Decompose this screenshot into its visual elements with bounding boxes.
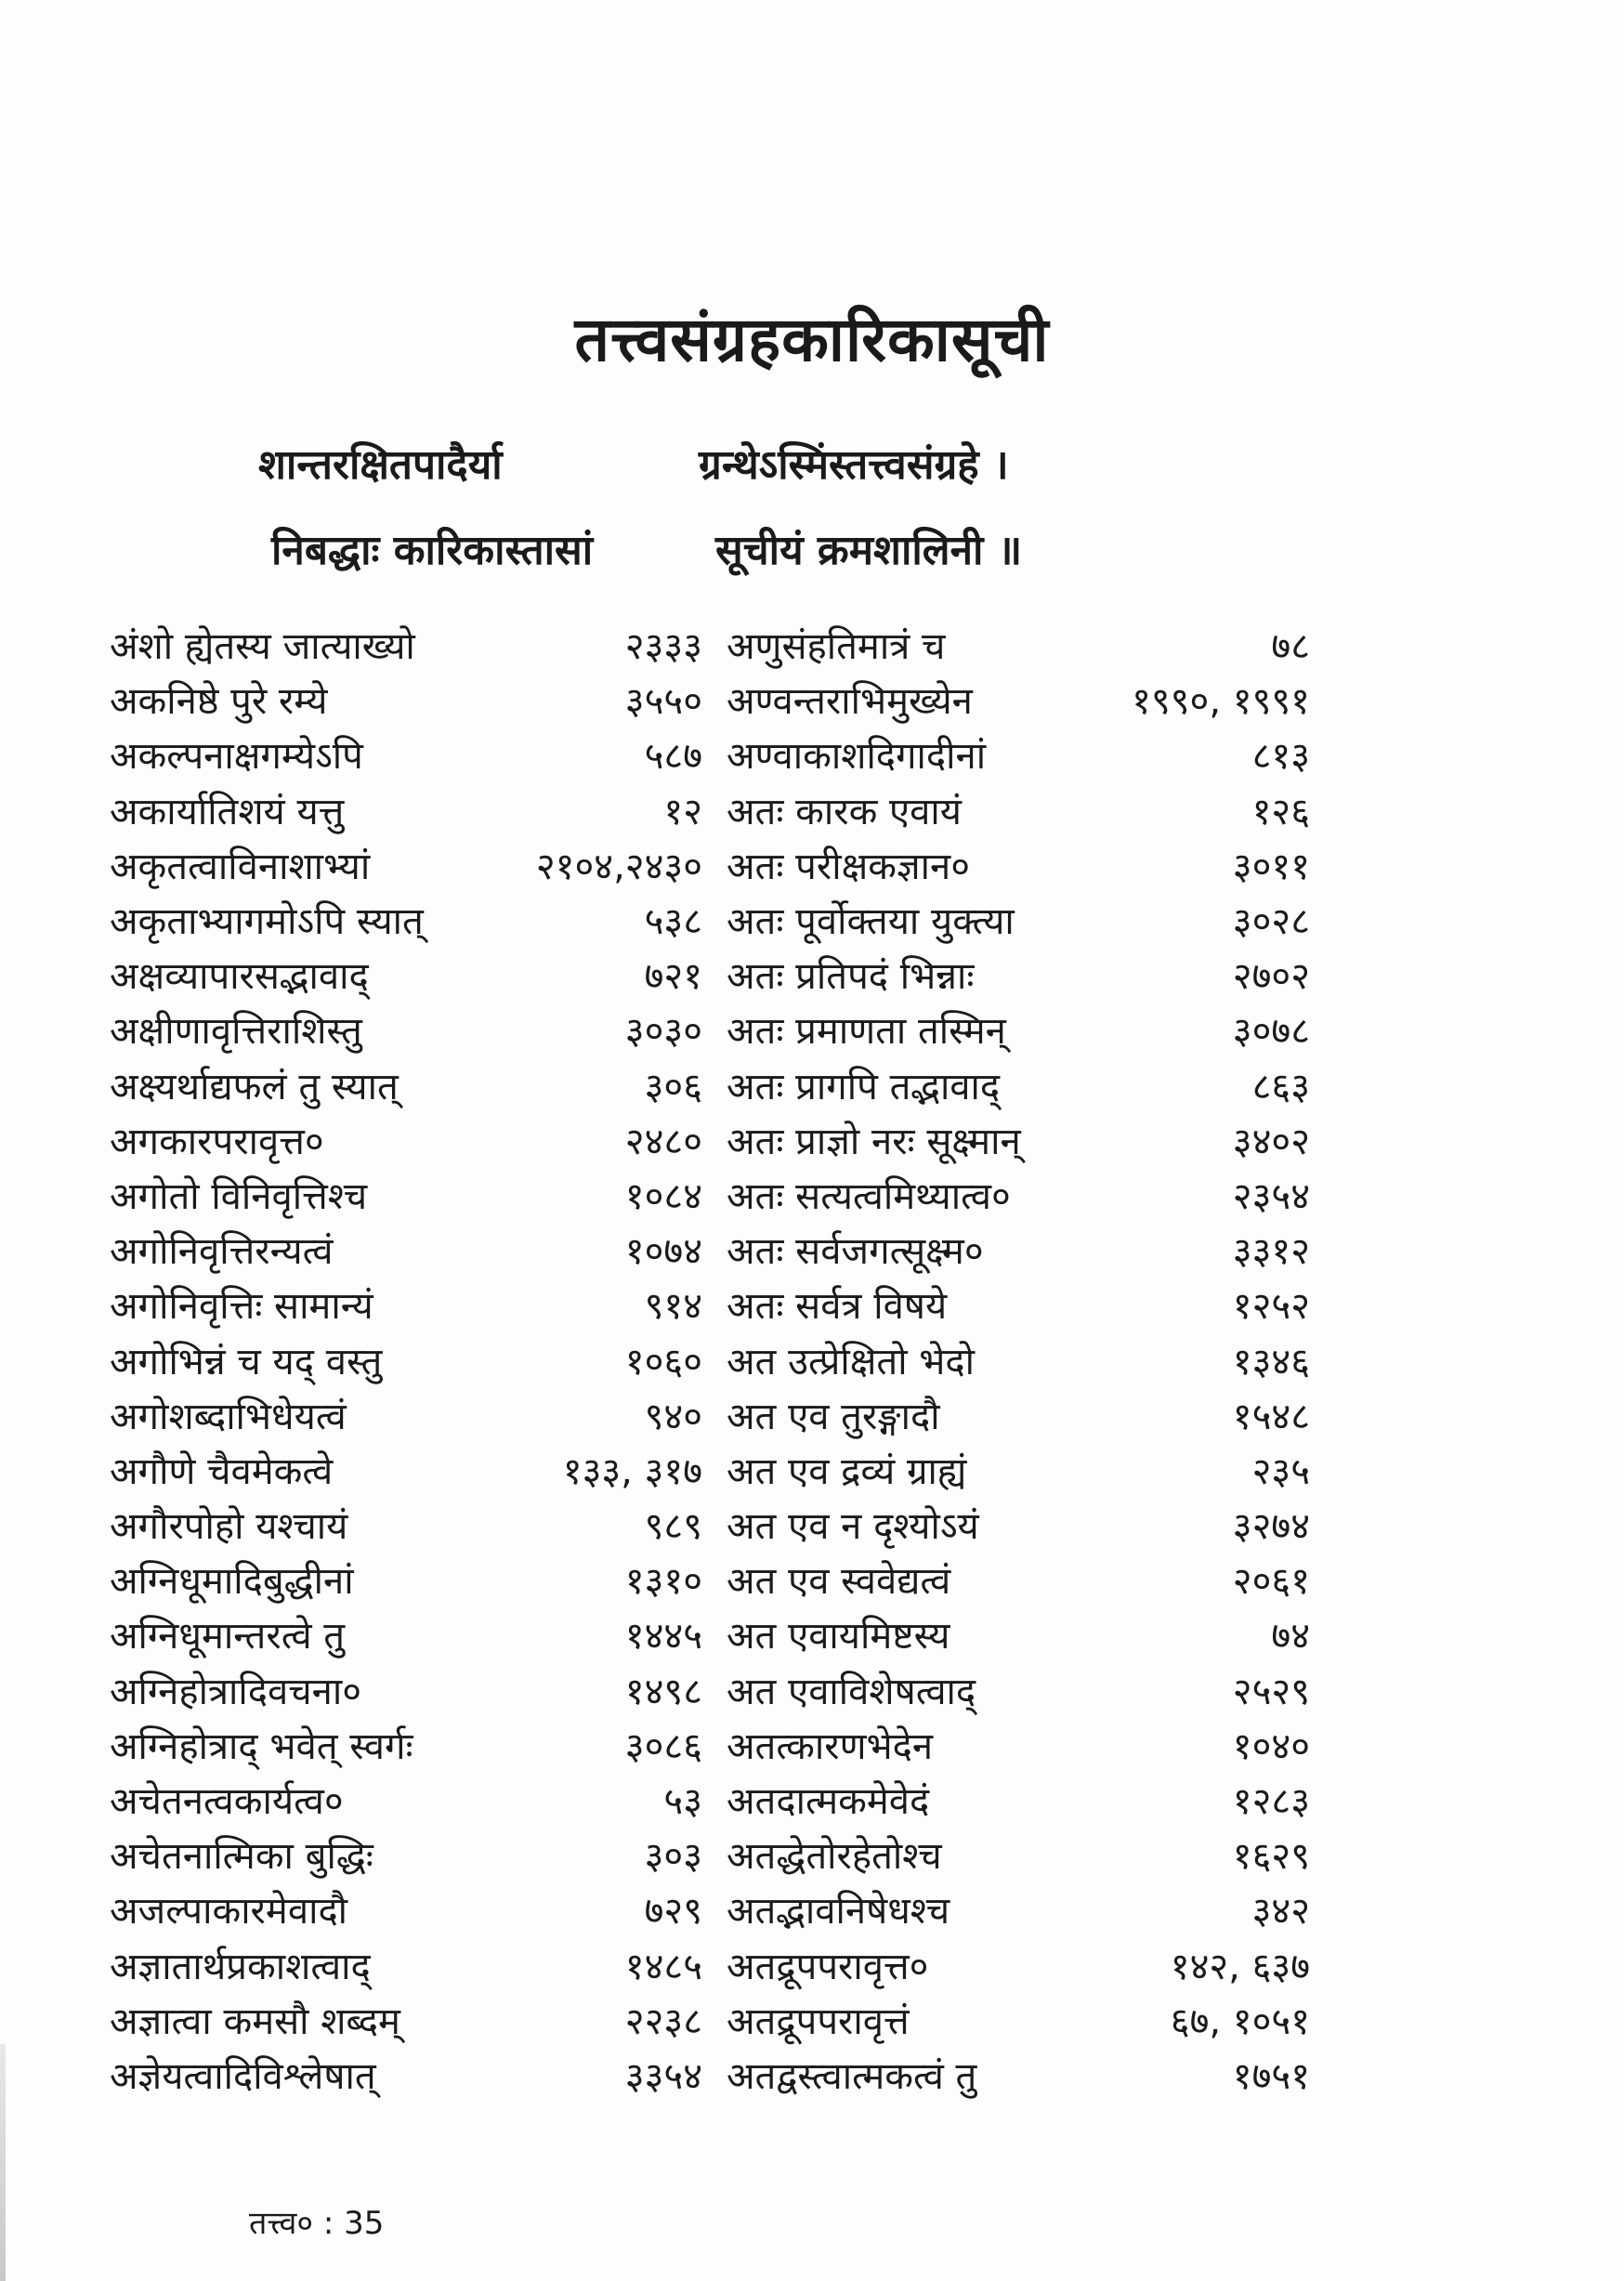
entry-text: अतद्धेतोरहेतोश्च bbox=[727, 1835, 942, 1879]
index-entry bbox=[110, 2047, 702, 2102]
index-entry bbox=[727, 1937, 1310, 1992]
index-entry bbox=[727, 1002, 1310, 1056]
entry-text: अत उत्प्रेक्षितो भेदो bbox=[727, 1340, 975, 1383]
entry-number: १७५१ bbox=[1232, 2054, 1310, 2098]
entry-text: अकृतत्वाविनाशाभ्यां bbox=[110, 845, 371, 888]
page-title: तत्त्वसंग्रहकारिकासूची bbox=[574, 304, 1050, 375]
entry-text: अचेतनत्वकार्यत्व० bbox=[110, 1780, 344, 1824]
index-entry bbox=[727, 947, 1310, 1002]
entry-number: १०८४ bbox=[624, 1174, 702, 1218]
entry-number: १४८५ bbox=[624, 1945, 702, 1988]
entry-text: अगौरपोहो यश्चायं bbox=[110, 1505, 348, 1549]
entry-text: अकृताभ्यागमोऽपि स्यात् bbox=[110, 900, 424, 944]
entry-number: ७८ bbox=[1271, 625, 1310, 669]
verse-line-1b: ग्रन्थेऽस्मिंस्तत्त्वसंग्रहे । bbox=[699, 441, 1009, 489]
index-entry bbox=[110, 782, 702, 837]
entry-number: १२६ bbox=[1251, 790, 1310, 833]
index-entry bbox=[110, 837, 702, 892]
entry-text: अत एवाविशेषत्वाद् bbox=[727, 1670, 976, 1713]
entry-number: १३३, ३१७ bbox=[562, 1449, 702, 1493]
index-entry bbox=[727, 1167, 1310, 1222]
entry-number: ३३५४ bbox=[624, 2054, 702, 2098]
entry-text: अतः सर्वत्र विषये bbox=[727, 1285, 948, 1329]
index-entry bbox=[727, 1387, 1310, 1442]
verse-line-2a: निबद्धाः कारिकास्तासां bbox=[271, 527, 594, 574]
entry-number: ९८९ bbox=[644, 1505, 702, 1549]
entry-text: अज्ञात्वा कमसौ शब्दम् bbox=[110, 1999, 400, 2043]
page-footer: तत्त्व० : 35 bbox=[249, 2205, 385, 2242]
entry-text: अचेतनात्मिका बुद्धिः bbox=[110, 1835, 373, 1879]
verse-line-1a: शान्तरक्षितपादैर्या bbox=[258, 441, 503, 489]
entry-text: अज्ञेयत्वादिविश्लेषात् bbox=[110, 2054, 376, 2098]
entry-number: ८६३ bbox=[1251, 1065, 1310, 1108]
entry-text: अतद्रूपपरावृत्तं bbox=[727, 1999, 910, 2043]
index-entry bbox=[727, 1497, 1310, 1552]
entry-number: ५८७ bbox=[644, 735, 702, 779]
entry-text: अज्ञातार्थप्रकाशत्वाद् bbox=[110, 1945, 371, 1988]
entry-text: अतत्कारणभेदेन bbox=[727, 1724, 934, 1768]
index-entry bbox=[727, 672, 1310, 727]
index-entry bbox=[727, 1717, 1310, 1772]
entry-number: २५२९ bbox=[1232, 1670, 1310, 1713]
entry-text: अक्ष्यर्थाद्यफलं तु स्यात् bbox=[110, 1065, 399, 1108]
index-entry bbox=[727, 617, 1310, 672]
entry-number: ९१४ bbox=[644, 1285, 702, 1329]
entry-text: अगोभिन्नं च यद् वस्तु bbox=[110, 1340, 383, 1383]
entry-text: अग्निधूमादिबुद्धीनां bbox=[110, 1560, 354, 1604]
entry-number: ५३८ bbox=[644, 900, 702, 944]
entry-text: अतः कारक एवायं bbox=[727, 790, 962, 833]
entry-number: २०६१ bbox=[1232, 1560, 1310, 1604]
index-entry bbox=[110, 1387, 702, 1442]
entry-text: अकल्पनाक्षगम्येऽपि bbox=[110, 735, 363, 779]
entry-text: अणुसंहतिमात्रं च bbox=[727, 625, 946, 669]
index-entry bbox=[110, 1881, 702, 1936]
entry-text: अगोतो विनिवृत्तिश्च bbox=[110, 1174, 368, 1218]
entry-number: १३१० bbox=[624, 1560, 702, 1604]
entry-number: २७०२ bbox=[1232, 955, 1310, 999]
entry-number: १४९८ bbox=[624, 1670, 702, 1713]
index-entry bbox=[110, 1552, 702, 1606]
entry-text: अग्निहोत्रादिवचना० bbox=[110, 1670, 361, 1713]
entry-text: अतदात्मकमेवेदं bbox=[727, 1780, 930, 1824]
index-column-left bbox=[110, 617, 702, 2102]
entry-text: अगोनिवृत्तिरन्यत्वं bbox=[110, 1230, 334, 1274]
entry-text: अण्वन्तराभिमुख्येन bbox=[727, 680, 973, 724]
index-entry bbox=[110, 1662, 702, 1717]
entry-text: अतद्रूपपरावृत्त० bbox=[727, 1945, 929, 1988]
entry-text: अक्षव्यापारसद्भावाद् bbox=[110, 955, 369, 999]
index-entry bbox=[110, 727, 702, 781]
index-entry bbox=[727, 1606, 1310, 1661]
index-entry bbox=[110, 1992, 702, 2047]
entry-text: अत एवायमिष्टस्य bbox=[727, 1615, 950, 1658]
entry-text: अकनिष्ठे पुरे रम्ये bbox=[110, 680, 328, 724]
entry-number: २३५ bbox=[1251, 1449, 1310, 1493]
index-entry bbox=[110, 1112, 702, 1167]
index-entry bbox=[110, 1827, 702, 1881]
entry-number: ९४० bbox=[644, 1395, 702, 1438]
entry-text: अतः सर्वजगत्सूक्ष्म० bbox=[727, 1230, 984, 1274]
entry-number: १९९०, १९९१ bbox=[1132, 680, 1310, 724]
entry-number: ३०८६ bbox=[624, 1724, 702, 1768]
index-entry bbox=[727, 1772, 1310, 1827]
entry-number: ३०६ bbox=[644, 1065, 702, 1108]
index-entry bbox=[110, 1717, 702, 1772]
entry-text: अतः परीक्षकज्ञान० bbox=[727, 845, 970, 888]
index-entry bbox=[110, 1442, 702, 1497]
entry-number: ३०११ bbox=[1232, 845, 1310, 888]
verse-line-2b: सूचीयं क्रमशालिनी ॥ bbox=[715, 527, 1023, 574]
entry-text: अण्वाकाशदिगादीनां bbox=[727, 735, 987, 779]
entry-number: ३५५० bbox=[624, 680, 702, 724]
index-entry bbox=[110, 1497, 702, 1552]
index-entry bbox=[727, 892, 1310, 947]
index-entry bbox=[727, 1552, 1310, 1606]
index-entry bbox=[110, 1167, 702, 1222]
index-entry bbox=[727, 1442, 1310, 1497]
entry-text: अतः प्रमाणता तस्मिन् bbox=[727, 1010, 1006, 1054]
entry-number: १०४० bbox=[1232, 1724, 1310, 1768]
entry-number: ७४ bbox=[1271, 1615, 1310, 1658]
entry-number: १०६० bbox=[624, 1340, 702, 1383]
index-entry bbox=[110, 1606, 702, 1661]
entry-text: अत एव स्ववेद्यत्वं bbox=[727, 1560, 951, 1604]
index-entry bbox=[110, 1222, 702, 1277]
entry-number: १६२९ bbox=[1232, 1835, 1310, 1879]
index-entry bbox=[110, 672, 702, 727]
index-entry bbox=[727, 837, 1310, 892]
index-entry bbox=[727, 1222, 1310, 1277]
entry-text: अतः पूर्वोक्तया युक्त्या bbox=[727, 900, 1015, 944]
entry-text: अतः प्राज्ञो नरः सूक्ष्मान् bbox=[727, 1120, 1021, 1163]
index-entry bbox=[110, 1057, 702, 1112]
entry-text: अत एव तुरङ्गादौ bbox=[727, 1395, 940, 1438]
entry-number: ३४०२ bbox=[1232, 1120, 1310, 1163]
entry-text: अकार्यातिशयं यत्तु bbox=[110, 790, 345, 833]
entry-number: २३५४ bbox=[1232, 1174, 1310, 1218]
index-entry bbox=[727, 1331, 1310, 1386]
entry-number: ५३ bbox=[663, 1780, 702, 1824]
index-entry bbox=[727, 1662, 1310, 1717]
index-entry bbox=[110, 617, 702, 672]
index-entry bbox=[727, 1992, 1310, 2047]
index-entry bbox=[110, 892, 702, 947]
entry-text: अत एव द्रव्यं ग्राह्यं bbox=[727, 1449, 967, 1493]
index-entry bbox=[727, 727, 1310, 781]
entry-text: अतः प्रागपि तद्भावाद् bbox=[727, 1065, 1001, 1108]
entry-number: ७२१ bbox=[644, 955, 702, 999]
index-entry bbox=[110, 1772, 702, 1827]
entry-number: १२५२ bbox=[1232, 1285, 1310, 1329]
entry-number: ७२९ bbox=[644, 1890, 702, 1934]
entry-text: अतद्वस्त्वात्मकत्वं तु bbox=[727, 2054, 977, 2098]
entry-number: १२ bbox=[663, 790, 702, 833]
entry-number: ३३१२ bbox=[1232, 1230, 1310, 1274]
entry-text: अगौणे चैवमेकत्वे bbox=[110, 1449, 334, 1493]
entry-text: अतद्भावनिषेधश्च bbox=[727, 1890, 950, 1934]
entry-text: अगोनिवृत्तिः सामान्यं bbox=[110, 1285, 373, 1329]
entry-text: अगकारपरावृत्त० bbox=[110, 1120, 324, 1163]
entry-number: ६७, १०५१ bbox=[1170, 1999, 1310, 2043]
entry-number: १३४६ bbox=[1232, 1340, 1310, 1383]
index-entry bbox=[110, 1002, 702, 1056]
index-entry bbox=[727, 2047, 1310, 2102]
entry-number: २३३३ bbox=[624, 625, 702, 669]
entry-number: ३०३ bbox=[644, 1835, 702, 1879]
entry-text: अतः सत्यत्वमिथ्यात्व० bbox=[727, 1174, 1011, 1218]
index-entry bbox=[110, 947, 702, 1002]
entry-number: १५४८ bbox=[1232, 1395, 1310, 1438]
entry-number: १४४५ bbox=[624, 1615, 702, 1658]
index-entry bbox=[727, 1277, 1310, 1331]
entry-number: २२३८ bbox=[624, 1999, 702, 2043]
entry-number: २१०४,२४३० bbox=[535, 845, 702, 888]
entry-number: ३०२८ bbox=[1232, 900, 1310, 944]
index-entry bbox=[727, 782, 1310, 837]
entry-number: ३०७८ bbox=[1232, 1010, 1310, 1054]
entry-text: अंशो ह्येतस्य जात्याख्यो bbox=[110, 625, 415, 669]
entry-text: अग्निधूमान्तरत्वे तु bbox=[110, 1615, 346, 1658]
entry-text: अतः प्रतिपदं भिन्नाः bbox=[727, 955, 975, 999]
index-entry bbox=[727, 1881, 1310, 1936]
entry-text: अत एव न दृश्योऽयं bbox=[727, 1505, 979, 1549]
entry-text: अगोशब्दाभिधेयत्वं bbox=[110, 1395, 347, 1438]
entry-number: १४२, ६३७ bbox=[1170, 1945, 1310, 1988]
index-entry bbox=[727, 1827, 1310, 1881]
index-entry bbox=[110, 1277, 702, 1331]
entry-number: २४८० bbox=[624, 1120, 702, 1163]
index-entry bbox=[727, 1112, 1310, 1167]
index-column-right bbox=[727, 617, 1310, 2102]
entry-number: १२८३ bbox=[1232, 1780, 1310, 1824]
entry-number: ३४२ bbox=[1251, 1890, 1310, 1934]
entry-number: ८१३ bbox=[1251, 735, 1310, 779]
index-entry bbox=[110, 1937, 702, 1992]
entry-text: अजल्पाकारमेवादौ bbox=[110, 1890, 348, 1934]
scan-margin-mark bbox=[0, 2044, 6, 2281]
entry-number: ३२७४ bbox=[1232, 1505, 1310, 1549]
entry-number: ३०३० bbox=[624, 1010, 702, 1054]
index-entry bbox=[727, 1057, 1310, 1112]
index-entry bbox=[110, 1331, 702, 1386]
entry-text: अग्निहोत्राद् भवेत् स्वर्गः bbox=[110, 1724, 413, 1768]
entry-number: १०७४ bbox=[624, 1230, 702, 1274]
entry-text: अक्षीणावृत्तिराशिस्तु bbox=[110, 1010, 362, 1054]
